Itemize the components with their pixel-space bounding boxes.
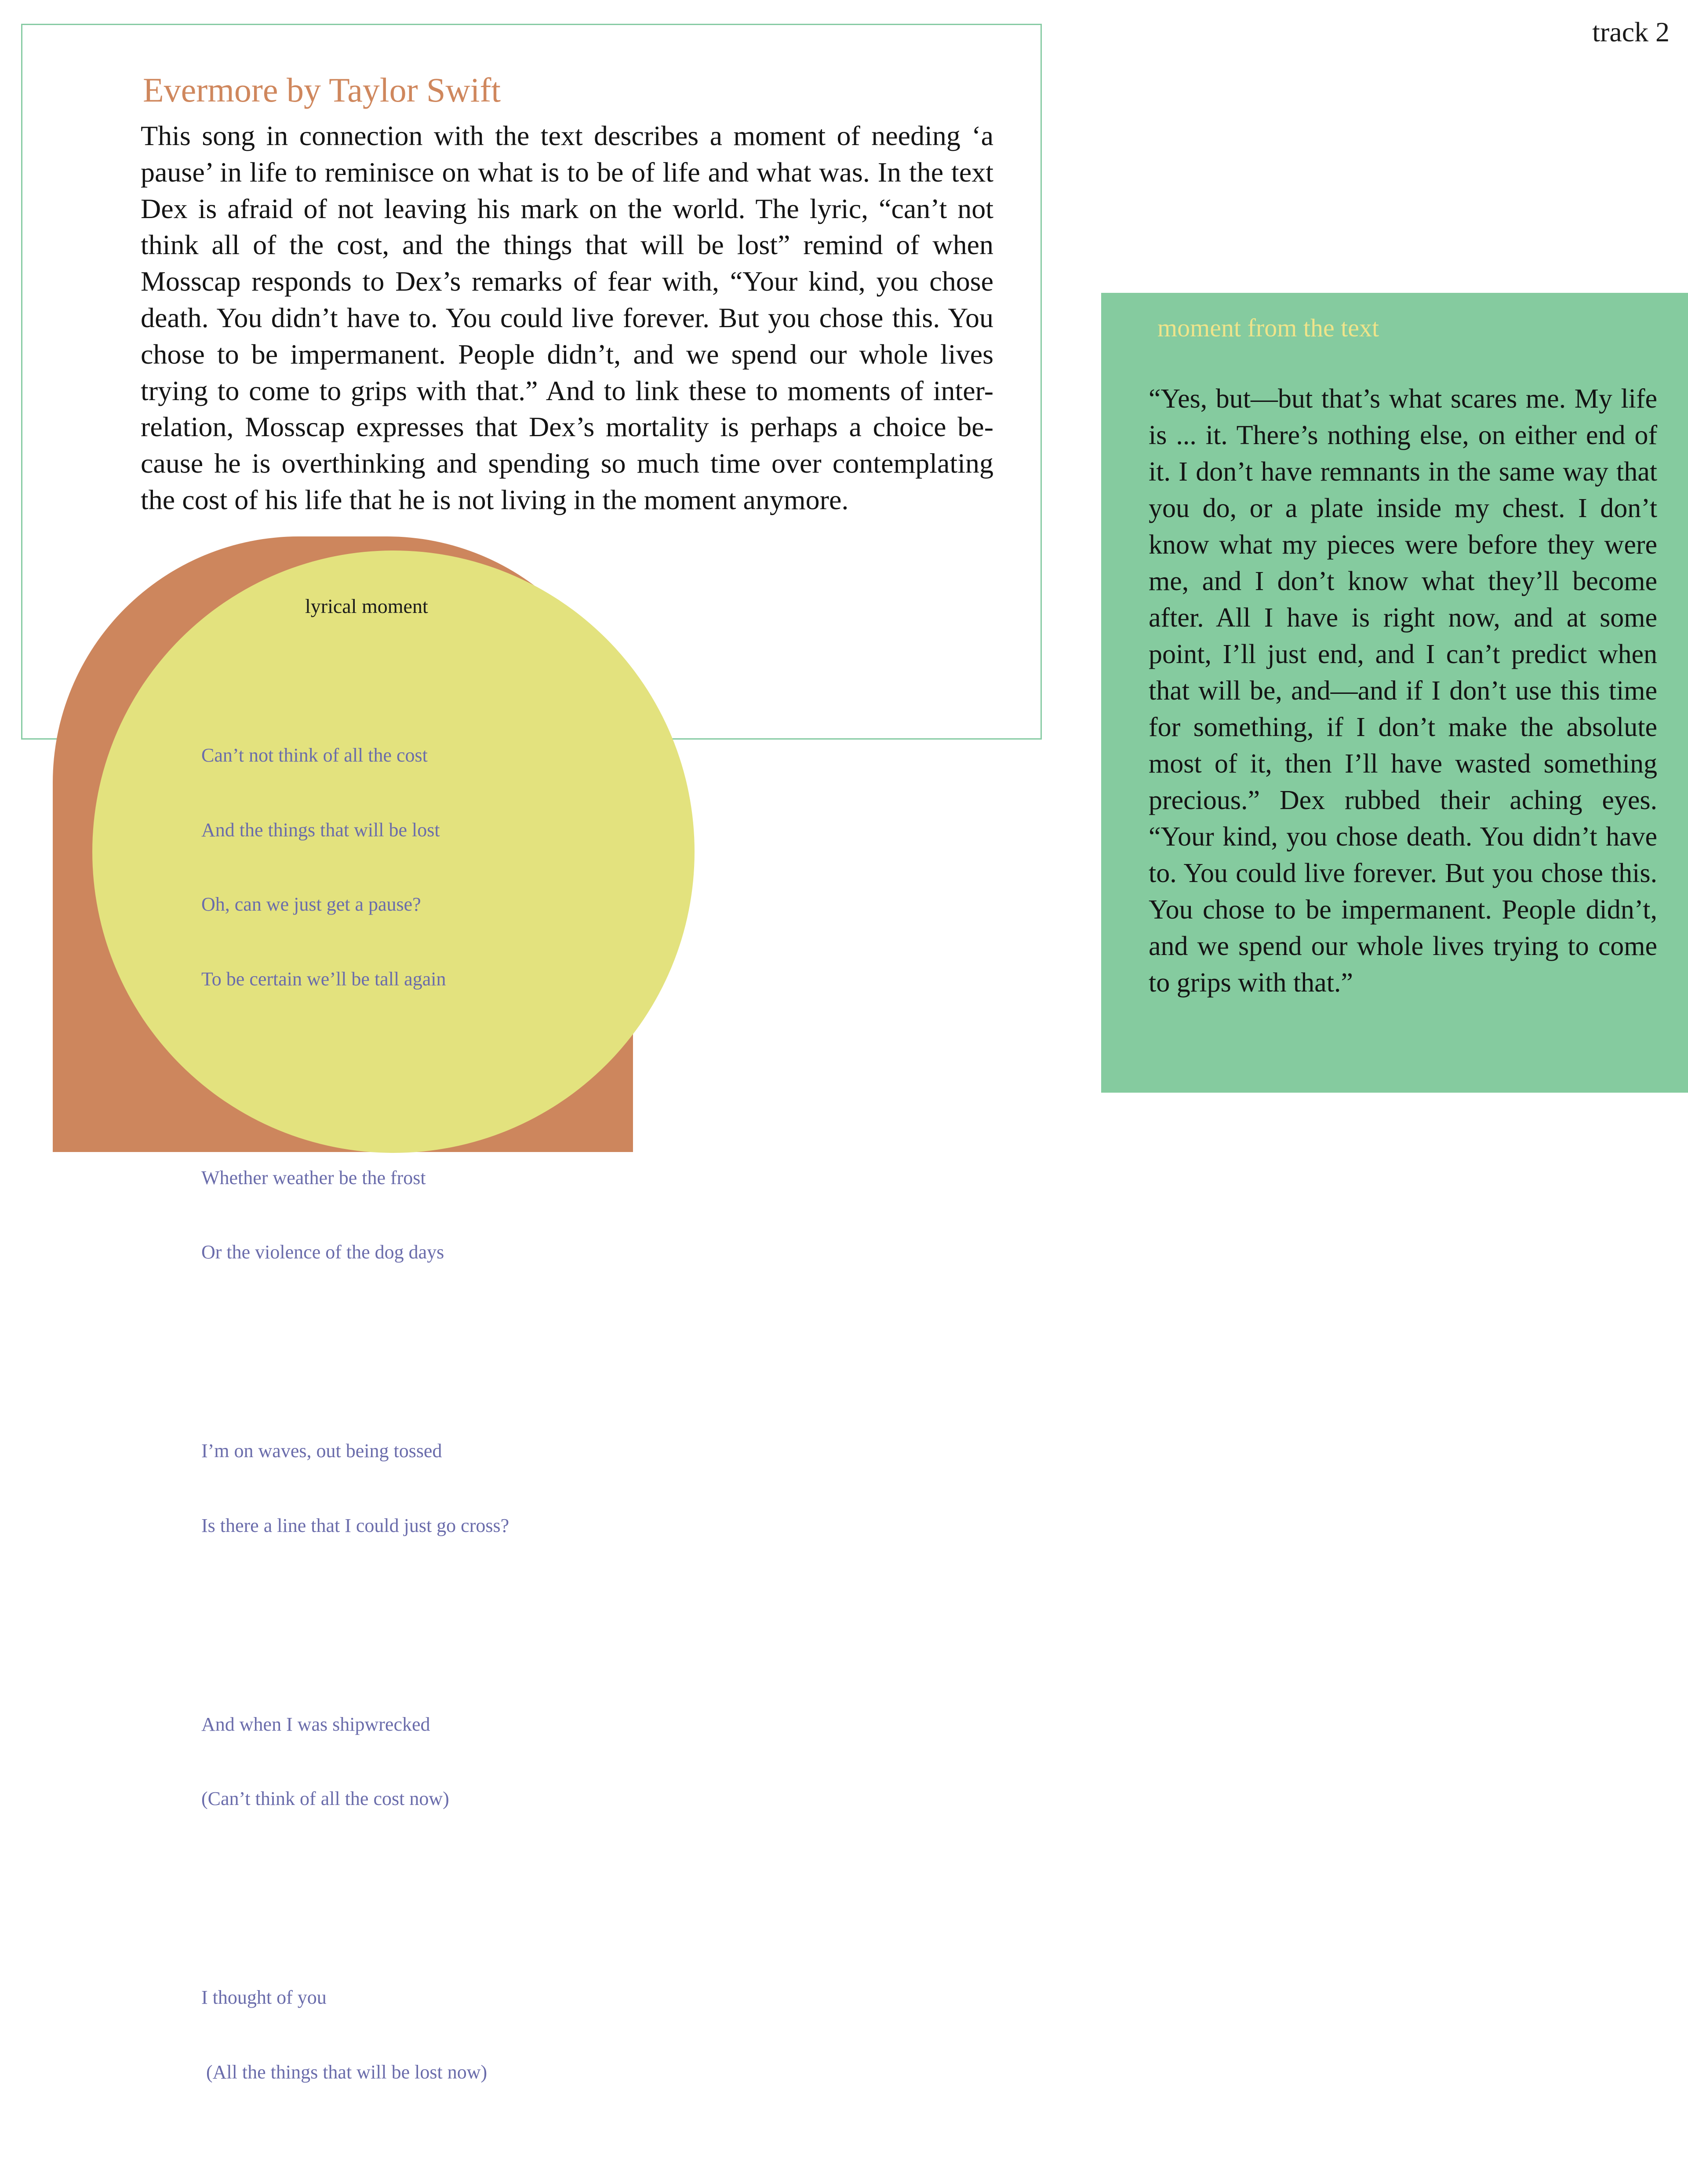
lyric-line: I’m on waves, out being tossed: [201, 1440, 442, 1462]
lyric-line: Or the violence of the dog days: [201, 1241, 444, 1263]
moment-from-text-heading: moment from the text: [1157, 314, 1379, 342]
lyric-line: (All the things that will be lost now): [201, 2061, 487, 2083]
lyric-stanza: [201, 1936, 509, 2134]
lyric-stanzas: [201, 644, 509, 2184]
lyrical-moment-heading: lyrical moment: [305, 595, 428, 617]
lyric-line: To be certain we’ll be tall again: [201, 968, 446, 990]
lyric-line: Whether weather be the frost: [201, 1167, 426, 1189]
lyric-line: Is there a line that I could just go cross?: [201, 1514, 509, 1536]
track-label: track 2: [1592, 16, 1670, 47]
lyric-line: Oh, can we just get a pause?: [201, 893, 421, 915]
lyric-line: And the things that will be lost: [201, 819, 440, 841]
lyric-stanza: [201, 1663, 509, 1861]
moment-from-text-body: “Yes, but—but that’s what scares me. My life is ... it. There’s nothing else, on either end of it. I don’t have remnants in the same way that you do, or a plate inside my chest. I don’t know what my pieces were before they were me, and I don’t know what they’ll become after. All I have is right now, and at some point, I’ll just end, and I can’t predict when that will be, and—and if I don’t use this time for something, if I don’t make the absolute most of it, then I’ll have wasted something precious.” Dex rubbed their aching eyes. “Your kind, you chose death. You didn’t have to. You could live forever. But you chose this. You chose to be impermanent. People didn’t, and we spend our whole lives trying to come to grips with that.”: [1149, 384, 1657, 998]
essay-title: Evermore by Taylor Swift: [143, 71, 501, 109]
lyric-stanza: [201, 1389, 509, 1588]
lyric-line: (Can’t think of all the cost now): [201, 1788, 449, 1809]
lyric-stanza: [201, 1116, 509, 1315]
lyric-line: Can’t not think of all the cost: [201, 744, 428, 766]
lyric-line: I thought of you: [201, 1987, 327, 2008]
lyric-stanza: [201, 693, 509, 1041]
lyric-line: And when I was shipwrecked: [201, 1713, 430, 1735]
essay-body: This song in connection with the text describes a moment of needing ‘a pause’ in life to reminisce on what is to be of life and what was. In the text Dex is afraid of not leaving his mark on the world. The lyric, “can’t not think all of the cost, and the things that will be lost” remind of when Mosscap responds to Dex’s remarks of fear with, “Your kind, you chose death. You didn’t have to. You could live forever. But you chose this. You chose to be impermanent. People didn’t, and we spend our whole lives trying to come to grips with that.” And to link these to moments of inter-relation, Mosscap expresses that Dex’s mortality is perhaps a choice be-cause he is overthinking and spending so much time over contemplating the cost of his life that he is not living in the moment anymore.: [141, 120, 993, 515]
